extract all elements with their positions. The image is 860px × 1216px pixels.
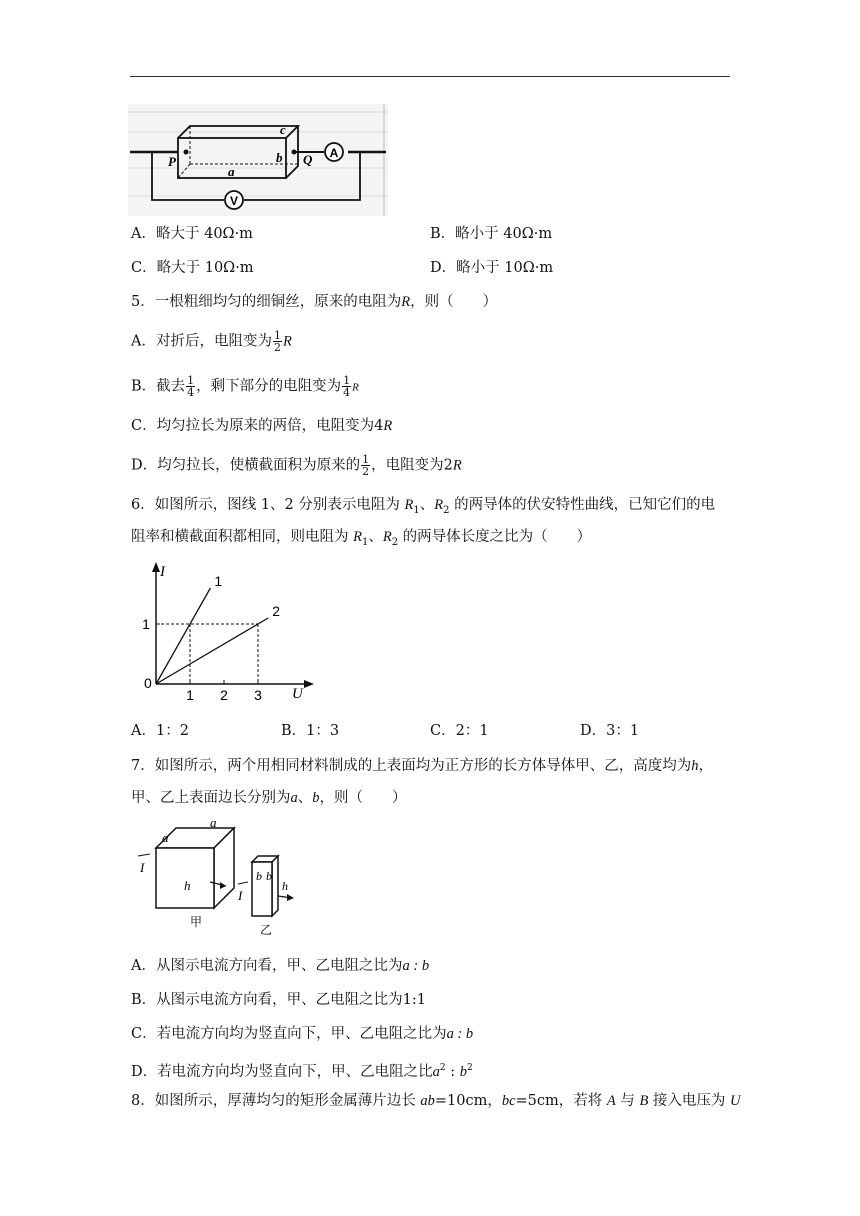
x-tick-label: 3: [254, 687, 262, 700]
q5-option-a: A．对折后，电阻变为 $\frac{1}{2}$ R: [131, 329, 292, 354]
q8-stem: 8．如图所示，厚薄均匀的矩形金属薄片边长 ab=10cm，bc=5cm，若将 A 与 B 接入电压为 U: [131, 1093, 741, 1109]
label-b: b: [276, 150, 283, 165]
y-axis-arrow: [152, 562, 160, 572]
label-yi: 乙: [260, 923, 273, 937]
x-tick-label: 2: [220, 687, 228, 700]
y-tick-label: 1: [142, 616, 150, 632]
q4-circuit-figure: [128, 104, 388, 216]
q6-stem-line2: 阻率和横截面积都相同，则电阻为 $R_1$、$R_2$ 的两导体长度之比为（ ）: [131, 529, 592, 548]
label-a2: a: [210, 818, 217, 830]
label-b2: b: [266, 869, 272, 883]
q7-stem-line2: 甲、乙上表面边长分别为a、b，则（ ）: [131, 790, 407, 806]
q7-option-a: A．从图示电流方向看，甲、乙电阻之比为a : b: [131, 958, 430, 974]
q7-option-d: D．若电流方向均为竖直向下，甲、乙电阻之比$a^2$ : $b^2$: [131, 1063, 473, 1080]
series-line: [156, 618, 268, 684]
series-label: 1: [214, 573, 223, 589]
label-a1: a: [162, 830, 169, 845]
label-h: h: [184, 878, 191, 893]
q7-option-c: C．若电流方向均为竖直向下，甲、乙电阻之比为a : b: [131, 1026, 474, 1042]
label-I-left: I: [140, 860, 145, 875]
origin-label: 0: [144, 675, 152, 691]
label-c: c: [280, 122, 286, 137]
q6-option-b: B．1：3: [281, 723, 340, 739]
q7-blocks-figure: [134, 818, 314, 940]
q5-option-b: B．截去 $\frac{1}{4}$ ，剩下部分的电阻变为 $\frac{1}{4}$ R: [131, 374, 359, 399]
q7-stem-line1: 7．如图所示，两个用相同材料制成的上表面均为正方形的长方体导体甲、乙，高度均为h，: [131, 758, 713, 774]
label-b1: b: [256, 869, 262, 883]
voltmeter-label: V: [229, 194, 239, 208]
q4-option-c: C．略大于 10Ω·m: [131, 260, 254, 276]
label-h2: h: [282, 879, 288, 893]
q5-stem: 5．一根粗细均匀的细铜丝，原来的电阻为R，则（ ）: [131, 294, 498, 310]
y-axis-label: I: [160, 564, 165, 580]
q4-option-d: D．略小于 10Ω·m: [430, 260, 554, 276]
series-line: [156, 588, 210, 684]
q6-option-c: C．2：1: [430, 723, 489, 739]
q5-option-c: C．均匀拉长为原来的两倍，电阻变为4R: [131, 418, 393, 434]
header-rule: [130, 76, 730, 77]
q5-option-d: D．均匀拉长，使横截面积为原来的 $\frac{1}{2}$ ，电阻变为2R: [131, 453, 462, 478]
label-I-mid: I: [238, 888, 243, 903]
q6-iu-chart: [138, 560, 318, 700]
q4-option-b: B．略小于 40Ω·m: [430, 226, 553, 242]
x-tick-label: 1: [186, 687, 194, 700]
label-P: P: [168, 154, 176, 169]
series-label: 2: [272, 603, 280, 619]
label-jia: 甲: [190, 915, 203, 929]
label-Q: Q: [303, 152, 313, 167]
q7-option-b: B．从图示电流方向看，甲、乙电阻之比为1:1: [131, 992, 426, 1008]
q6-option-d: D．3：1: [580, 723, 640, 739]
x-axis-arrow: [304, 680, 314, 688]
q6-option-a: A．1：2: [131, 723, 189, 739]
q4-option-a: A．略大于 40Ω·m: [131, 226, 253, 242]
ammeter-label: A: [329, 146, 339, 160]
x-axis-label: U: [292, 686, 303, 700]
label-a: a: [228, 164, 235, 179]
q6-stem-line1: 6．如图所示，图线 1、2 分别表示电阻为 $R_1$、$R_2$ 的两导体的伏安特性曲线，已知它们的电: [131, 497, 716, 516]
